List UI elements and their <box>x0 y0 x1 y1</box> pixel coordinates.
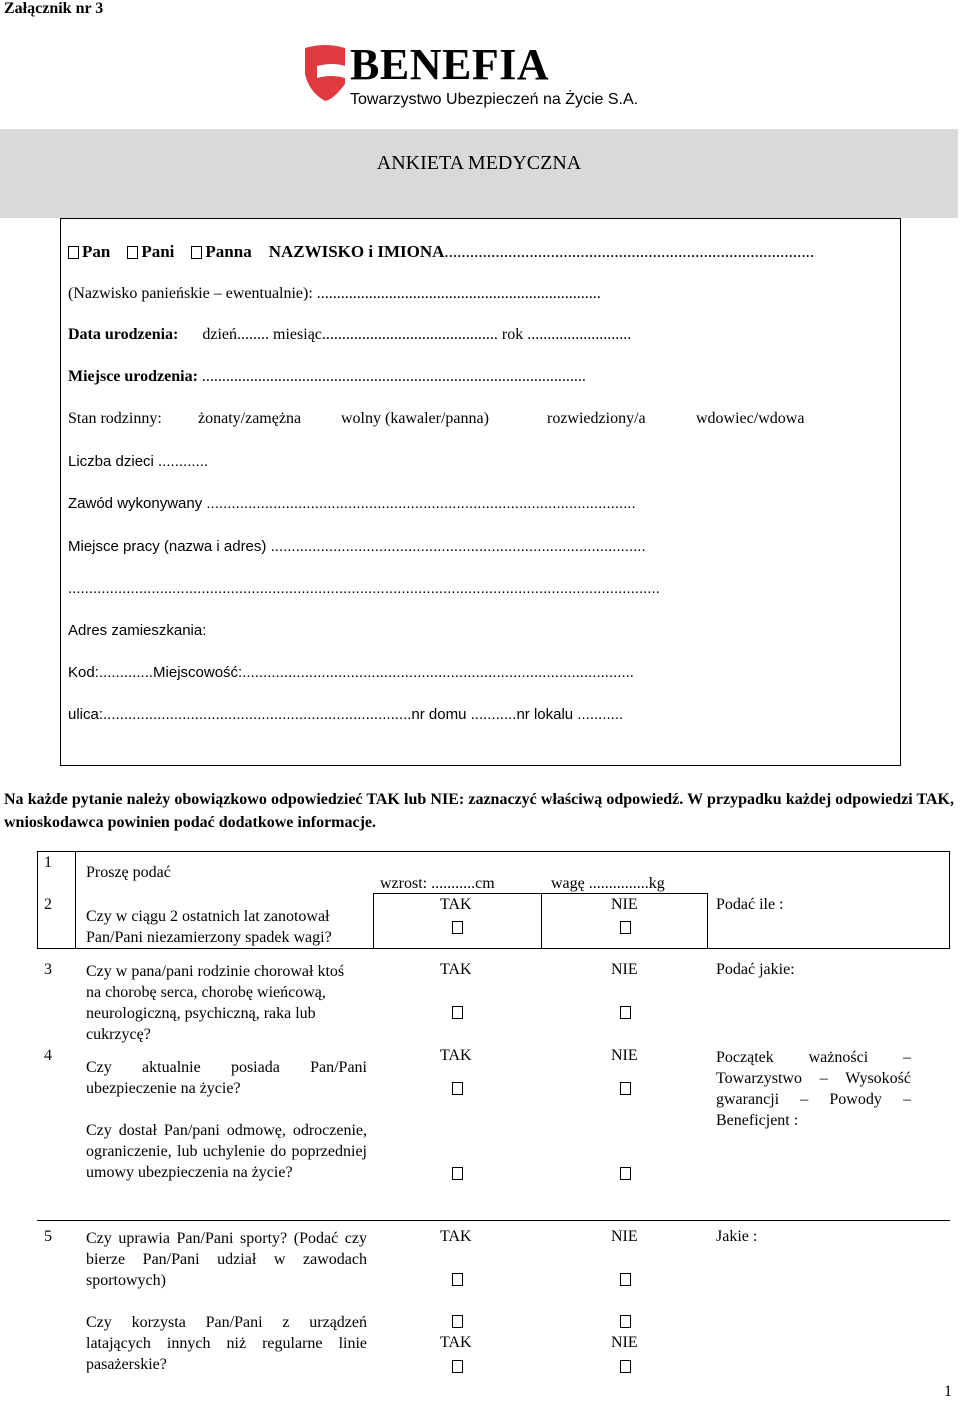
birthplace-label: Miejsce urodzenia: <box>68 368 198 385</box>
address-label: Adres zamieszkania: <box>68 622 207 639</box>
occupation-field[interactable]: Zawód wykonywany ....................................................................................................... <box>68 495 636 512</box>
maiden-name-field[interactable]: (Nazwisko panieńskie – ewentualnie): ....................................................................... <box>68 285 601 302</box>
row4-yes-label: TAK <box>440 1047 472 1064</box>
table-line-top <box>37 851 949 852</box>
height-field[interactable]: wzrost: ...........cm <box>380 875 495 892</box>
row5a-yes-checkbox[interactable] <box>452 1273 463 1286</box>
benefia-logo-icon <box>303 44 347 102</box>
row5-no-label: NIE <box>611 1228 638 1245</box>
row1-number: 1 <box>44 854 52 871</box>
row4-no-label: NIE <box>611 1047 638 1064</box>
row5-question-a: Czy uprawia Pan/Pani sporty? (Podać czy bierze Pan/Pani udział w zawodach sportowych) <box>86 1230 367 1289</box>
salutation-row: Pan Pani Panna NAZWISKO i IMIONA....................................................................................... <box>68 242 814 262</box>
brand-name: BENEFIA <box>350 40 550 89</box>
row5-number: 5 <box>44 1228 52 1245</box>
children-field[interactable]: Liczba dzieci ............ <box>68 453 209 470</box>
row2-yes-checkbox[interactable] <box>452 921 463 934</box>
row2-no-checkbox[interactable] <box>620 921 631 934</box>
company-name: Towarzystwo Ubezpieczeń na Życie S.A. <box>350 91 639 108</box>
birthplace-row <box>68 368 586 386</box>
attachment-label: Załącznik nr 3 <box>4 0 104 17</box>
row5b-yes-label: TAK <box>440 1334 472 1351</box>
row5a-yes-checkbox-2[interactable] <box>452 1315 463 1328</box>
row4a-yes-checkbox[interactable] <box>452 1082 463 1095</box>
workplace-continued-field[interactable]: .............................................................................................................................................. <box>68 580 660 597</box>
marital-option-widowed[interactable]: wdowiec/wdowa <box>696 410 805 427</box>
postcode-city-field[interactable]: Kod:.............Miejscowość:.............................................................................................. <box>68 664 634 681</box>
marital-option-married[interactable]: żonaty/zamężna <box>198 410 302 427</box>
birthplace-field[interactable]: ................................................................................................ <box>201 368 586 385</box>
table-line-col2 <box>373 893 374 949</box>
row4b-yes-checkbox[interactable] <box>452 1167 463 1180</box>
row3-no-checkbox[interactable] <box>620 1006 631 1019</box>
row3-yes-label: TAK <box>440 961 472 978</box>
checkbox-panna[interactable] <box>191 246 202 259</box>
row5-extra-field[interactable]: Jakie : <box>716 1228 758 1245</box>
row4-number: 4 <box>44 1047 52 1064</box>
street-field[interactable]: ulica:..........................................................................nr domu ...........nr lokalu ........... <box>68 706 624 723</box>
table-line-col1 <box>75 851 76 949</box>
table-line-right <box>949 851 950 949</box>
table-line-left <box>37 851 38 949</box>
instructions: Na każde pytanie należy obowiązkowo odpowiedzieć TAK lub NIE: zaznaczyć właściwą odpowiedź. W przypadku każdej odpowiedzi TAK, wnioskodawca powinien podać dodatkowe informacje. <box>4 791 954 831</box>
table-line-col3 <box>541 893 542 949</box>
row5a-no-checkbox-2[interactable] <box>620 1315 631 1328</box>
row4b-no-checkbox[interactable] <box>620 1167 631 1180</box>
marital-option-divorced[interactable]: rozwiedziony/a <box>547 410 646 427</box>
workplace-field[interactable]: Miejsce pracy (nazwa i adres) .......................................................................................... <box>68 538 646 555</box>
row3-number: 3 <box>44 961 52 978</box>
dob-field[interactable]: dzień........ miesiąc............................................ rok .......................... <box>202 326 632 343</box>
row2-yes-label: TAK <box>440 896 472 913</box>
row2-question: Czy w ciągu 2 ostatnich lat zanotował Pan/Pani niezamierzony spadek wagi? <box>86 908 332 946</box>
name-label: NAZWISKO i IMIONA <box>268 242 445 261</box>
table-line-row5-top <box>37 1220 950 1221</box>
row4-question-b: Czy dostał Pan/pani odmowę, odroczenie, ograniczenie, lub uchylenie do poprzedniej umowy ubezpieczenia na życie? <box>86 1122 367 1181</box>
name-field[interactable]: ....................................................................................... <box>444 242 815 261</box>
weight-field[interactable]: wagę ...............kg <box>551 875 665 892</box>
row3-yes-checkbox[interactable] <box>452 1006 463 1019</box>
row5-question-b: Czy korzysta Pan/Pani z urządzeń latających innych niż regularne linie pasażerskie? <box>86 1314 367 1373</box>
table-line-col4 <box>707 893 708 949</box>
row2-no-label: NIE <box>611 896 638 913</box>
page-title: ANKIETA MEDYCZNA <box>376 152 582 174</box>
table-line-mid <box>373 893 708 894</box>
checkbox-pani[interactable] <box>127 246 138 259</box>
row5b-no-checkbox[interactable] <box>620 1360 631 1373</box>
table-line-bottom <box>37 948 950 949</box>
row3-extra-field[interactable]: Podać jakie: <box>716 961 795 978</box>
row2-number: 2 <box>44 896 52 913</box>
page-number: 1 <box>944 1383 952 1400</box>
row4-extra-field[interactable]: Początek ważności – Towarzystwo – Wysokość gwarancji – Powody – Beneficjent : <box>716 1049 911 1129</box>
checkbox-pan[interactable] <box>68 246 79 259</box>
marital-option-single[interactable]: wolny (kawaler/panna) <box>341 410 489 427</box>
dob-row <box>68 326 631 344</box>
row3-no-label: NIE <box>611 961 638 978</box>
row5a-no-checkbox[interactable] <box>620 1273 631 1286</box>
row4a-no-checkbox[interactable] <box>620 1082 631 1095</box>
row4-question-a: Czy aktualnie posiada Pan/Pani ubezpieczenie na życie? <box>86 1059 367 1097</box>
row5b-yes-checkbox[interactable] <box>452 1360 463 1373</box>
row1-question: Proszę podać <box>86 864 171 881</box>
marital-label: Stan rodzinny: <box>68 410 162 427</box>
row3-question: Czy w pana/pani rodzinie chorował ktoś na chorobę serca, chorobę wieńcową, neurologiczną, psychiczną, raka lub cukrzycę? <box>86 963 345 1043</box>
row5-yes-label: TAK <box>440 1228 472 1245</box>
row5b-no-label: NIE <box>611 1334 638 1351</box>
dob-label: Data urodzenia: <box>68 326 179 343</box>
row2-extra-field[interactable]: Podać ile : <box>716 896 784 913</box>
